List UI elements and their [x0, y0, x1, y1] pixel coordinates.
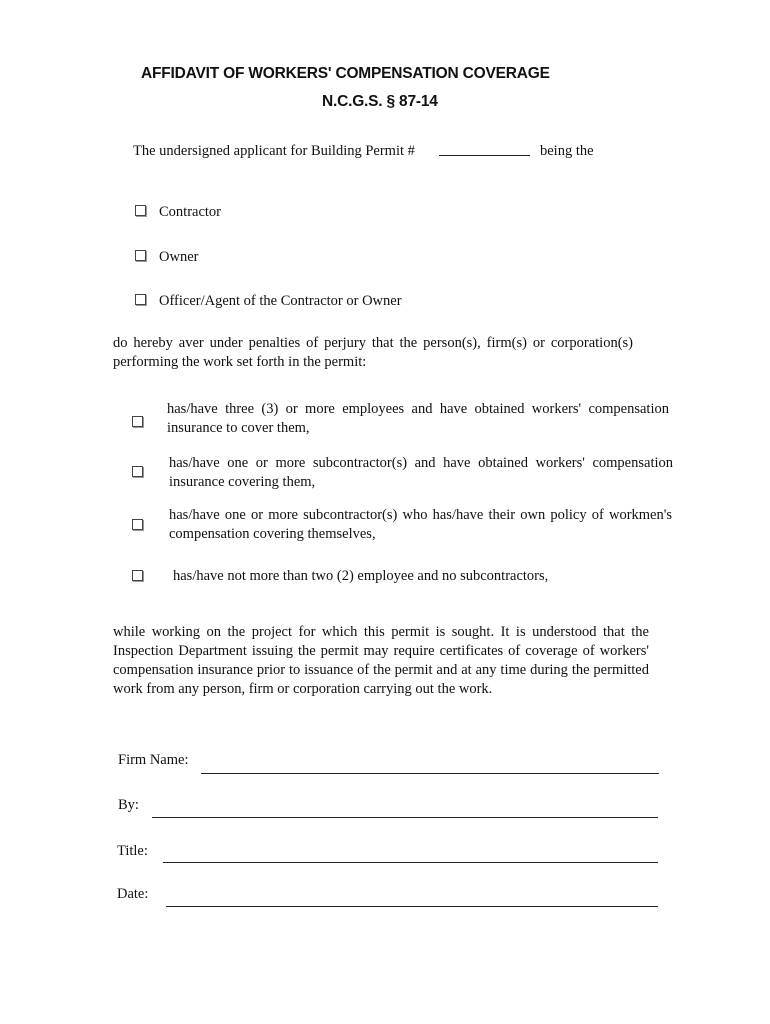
coverage-option-own-policy-checkbox[interactable] [132, 519, 143, 530]
date-field[interactable] [166, 906, 658, 907]
intro-text: The undersigned applicant for Building Permit # [133, 143, 415, 159]
officer-agent-label: Officer/Agent of the Contractor or Owner [159, 293, 402, 309]
title-label: Title: [117, 843, 148, 859]
coverage-option-own-policy-label: has/have one or more subcontractor(s) who has/have their own policy of workmen's compensation covering themselves, [169, 507, 672, 542]
coverage-option-subcontractors-label: has/have one or more subcontractor(s) and have obtained workers' compensation insurance covering them, [169, 455, 673, 490]
date-label: Date: [117, 886, 149, 902]
aver-statement: do hereby aver under penalties of perjury that the person(s), firm(s) or corporation(s) performing the work set forth in the permit: [113, 335, 633, 370]
owner-label: Owner [159, 249, 199, 265]
coverage-option-small-employer-checkbox[interactable] [132, 570, 143, 581]
coverage-option-employees-label: has/have three (3) or more employees and have obtained workers' compensation insurance to cover them, [167, 401, 669, 436]
document-title: AFFIDAVIT OF WORKERS' COMPENSATION COVERAGE [141, 65, 550, 82]
contractor-checkbox[interactable] [135, 205, 146, 216]
coverage-option-employees-checkbox[interactable] [132, 416, 143, 427]
statute-reference: N.C.G.S. § 87-14 [322, 93, 438, 110]
officer-agent-checkbox[interactable] [135, 294, 146, 305]
firm-name-field[interactable] [201, 773, 659, 774]
title-field[interactable] [163, 862, 658, 863]
contractor-label: Contractor [159, 204, 222, 220]
intro-text-suffix: being the [540, 143, 594, 159]
owner-checkbox[interactable] [135, 250, 146, 261]
building-permit-number-field[interactable] [439, 155, 530, 156]
closing-paragraph: while working on the project for which this permit is sought. It is understood that the Inspection Department issuing the permit may require certificates of coverage of workers' compensation insurance prior to issuance of the permit and at any time during the permitted work from any person, firm or corporation carrying out the work. [113, 624, 649, 697]
coverage-option-subcontractors-checkbox[interactable] [132, 466, 143, 477]
coverage-option-small-employer-label: has/have not more than two (2) employee and no subcontractors, [173, 568, 549, 584]
firm-name-label: Firm Name: [118, 752, 189, 768]
by-field[interactable] [152, 817, 658, 818]
by-label: By: [118, 797, 139, 813]
